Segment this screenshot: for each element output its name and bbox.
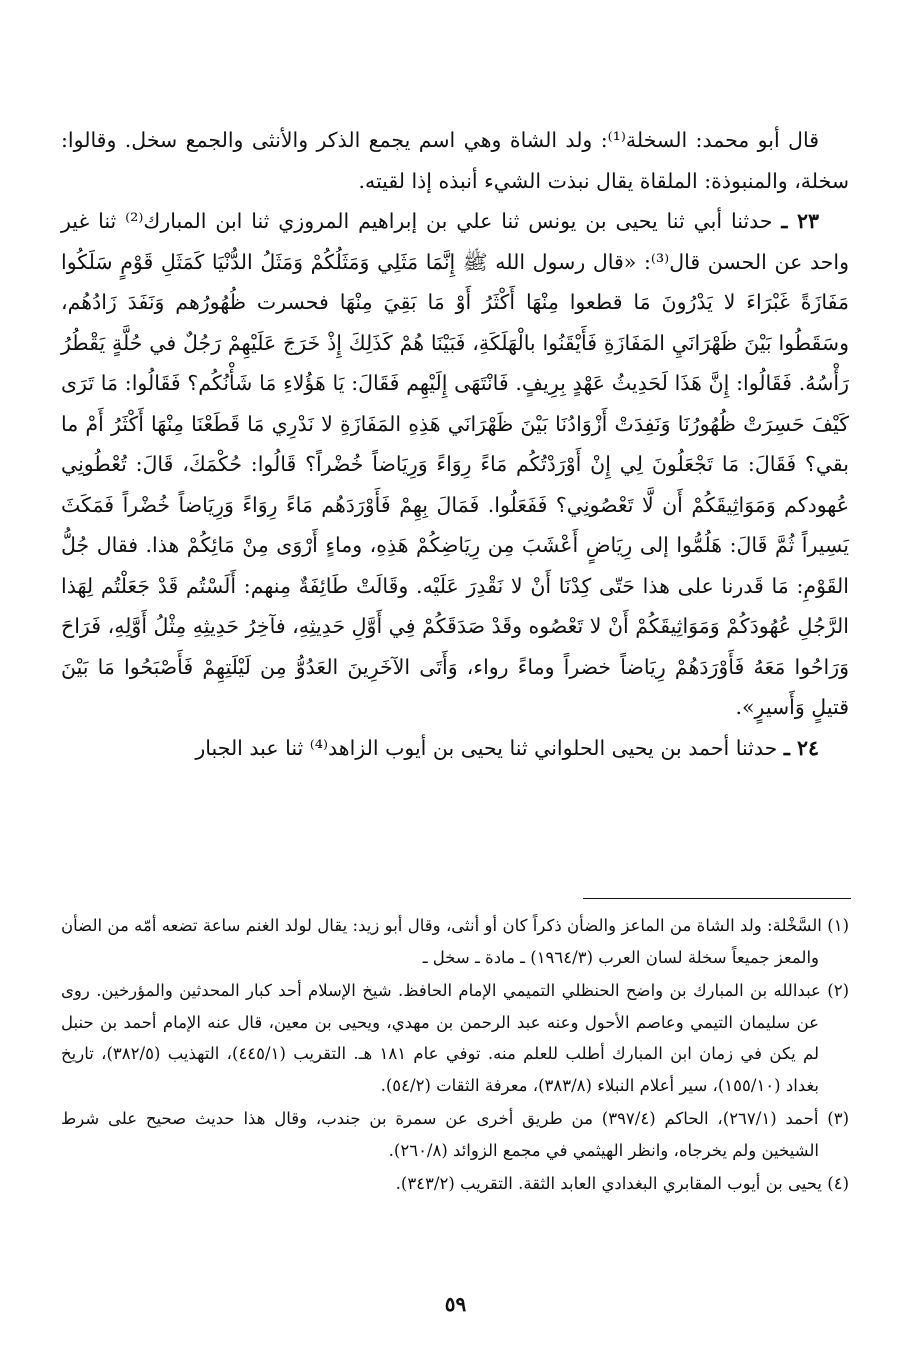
hadith-23-text: حدثنا أبي ثنا يحيى بن يونس ثنا علي بن إبراهيم المروزي ثنا ابن المبارك⁽²⁾ ثنا غير واحد عن الحسن قال⁽³⁾: «قال رسول الله ﷺ إِنَّمَا مَثَلِي وَمَثَلُكُمْ وَمَثَلُ الدُّنْيَا كَمَثَلِ قَوْمٍ سَلَكُوا مَفَازَةً غَبْرَاءَ لا يَدْرُونَ مَا قطعوا مِنْهَا أَكْثَرُ أَوْ مَا بَقِيَ مِنْهَا فحسرت ظُهُورُهم وَنَفَدَ زَادُهُم، وسَقَطُوا بَيْنَ ظَهْرَانَيِ المَفَازَةِ فَأَيْقَنُوا بالْهَلَكَةِ، فَبَيْنَا هُمْ كَذَلِكَ إِذْ خَرَجَ عَلَيْهِمْ رَجُلٌ في حُلَّةٍ يَقْطُرُ رَأْسُهُ. فَقَالُوا: إِنَّ هَذَا لَحَدِيثُ عَهْدٍ بِرِيفٍ. فَانْتَهَى إِلَيْهِم فَقَالَ: يَا هَؤُلاءِ مَا شَأْنُكُم؟ فَقَالُوا: مَا تَرَى كَيْفَ حَسِرَتْ ظُهُورُنَا وَنَفِدَتْ أَزْوَادُنَا بَيْنَ ظَهْرَانَي هَذِهِ المَفَازَةِ لا نَدْرِي مَا قَطَعْنَا مِنْهَا أَكْثَرُ أَمْ ما بقي؟ فَقَالَ: مَا تَجْعَلُونَ لِي إِنْ أَوْرَدْتُكُم مَاءً رِوَاءً وَرِيَاضاً خُضْراً؟ قَالُوا: حُكْمَكَ، قَالَ: تُعْطُونِي عُهودكم وَمَوَاثِيقَكُمْ أَن لَّا تَعْصُونِي؟ فَفَعَلُوا. فَمَالَ بِهِمْ فَأَوْرَدَهُم مَاءً رِوَاءً وَرِيَاضاً خُضْراً فَمَكَثَ يَسِيراً ثُمَّ قَالَ: هَلُمُّوا إلى رِيَاضٍ أَعْشَبَ مِن رِيَاضِكُمْ هَذِهِ، وماءٍ أَرْوَى مِنْ مَائِكُمْ هذا. فقال جُلُّ القَوْمِ: مَا قَدرنا على هذا حَتّى كِدْنَا أَنْ لا نَقْدِرَ عَلَيْه. وقَالَتْ طَائِفَةٌ مِنهم: أَلَسْتُم قَدْ جَعَلْتُم لِهَذا الرَّجُلِ عُهُودَكُمْ وَمَوَاثِيقَكُمْ أَنْ لا تَعْصُوه وقَدْ صَدَقَكُمْ فِي أَوَّلِ حَدِيثِهِ، فآخِرُ حَدِيثِهِ مِثْلُ أَوَّلِهِ، فَرَاحَ وَرَاحُوا مَعَهُ فَأَوْرَدَهُمْ رِيَاضاً خضراً وماءً رواء، وَأَتَى الآخَرِينَ العَدُوُّ مِن لَيْلَتِهِمْ فَأَصْبَحُوا مَا بَيْنَ قتيلٍ وَأَسيرٍ». [61, 209, 849, 719]
main-text [61, 120, 849, 768]
footnote-4: (٤) يحيى بن أيوب المقابري البغدادي العابد الثقة. التقريب (٣٤٣/٢). [395, 1174, 849, 1193]
hadith-23 [61, 201, 849, 728]
hadith-24 [61, 728, 849, 769]
hadith-24-text: حدثنا أحمد بن يحيى الحلواني ثنا يحيى بن أيوب الزاهد⁽⁴⁾ ثنا عبد الجبار [195, 735, 778, 760]
footnote-1: (١) السَّخْلة: ولد الشاة من الماعز والضأن ذكراً كان أو أنثى، وقال أبو زيد: يقال لولد الغنم ساعة تضعه أمّه من الضأن والمعز جميعاً سخلة لسان العرب (١٩٦٤/٣) ـ مادة ـ سخل ـ [61, 916, 849, 967]
paragraph-sakhla-definition: قال أبو محمد: السخلة⁽¹⁾: ولد الشاة وهي اسم يجمع الذكر والأنثى والجمع سخل. وقالوا: سخلة، والمنبوذة: الملقاة يقال نبذت الشيء أنبذه إذا لقيته. [61, 128, 849, 193]
footnote-2: (٢) عبدالله بن المبارك بن واضح الحنظلي التميمي الإمام الحافظ. شيخ الإسلام أحد كبار المحدثين والمؤرخين. روى عن سليمان التيمي وعاصم الأحول وعنه عبد الرحمن بن مهدي، ويحيى بن معين، قال عنه الإمام أحمد بن حنبل لم يكن في زمان ابن المبارك أطلب للعلم منه. توفي عام ١٨١ هـ. التقريب (٤٤٥/١)، التهذيب (٣٨٢/٥)، تاريخ بغداد (١٥٥/١٠)، سير أعلام النبلاء (٣٨٣/٨)، معرفة الثقات (٥٤/٢). [61, 981, 849, 1095]
hadith-23-number: ٢٣ ـ [781, 209, 819, 233]
footnote-3: (٣) أحمد (٢٦٧/١)، الحاكم (٣٩٧/٤) من طريق أخرى عن سمرة بن جندب، وقال هذا حديث صحيح على شرط الشيخين ولم يخرجاه، وانظر الهيثمي في مجمع الزوائد (٢٦٠/٨). [61, 1109, 850, 1160]
footnotes [61, 910, 849, 1202]
page-number: ٥٩ [444, 1292, 467, 1316]
footnote-divider [583, 898, 851, 899]
hadith-24-number: ٢٤ ـ [783, 735, 819, 760]
